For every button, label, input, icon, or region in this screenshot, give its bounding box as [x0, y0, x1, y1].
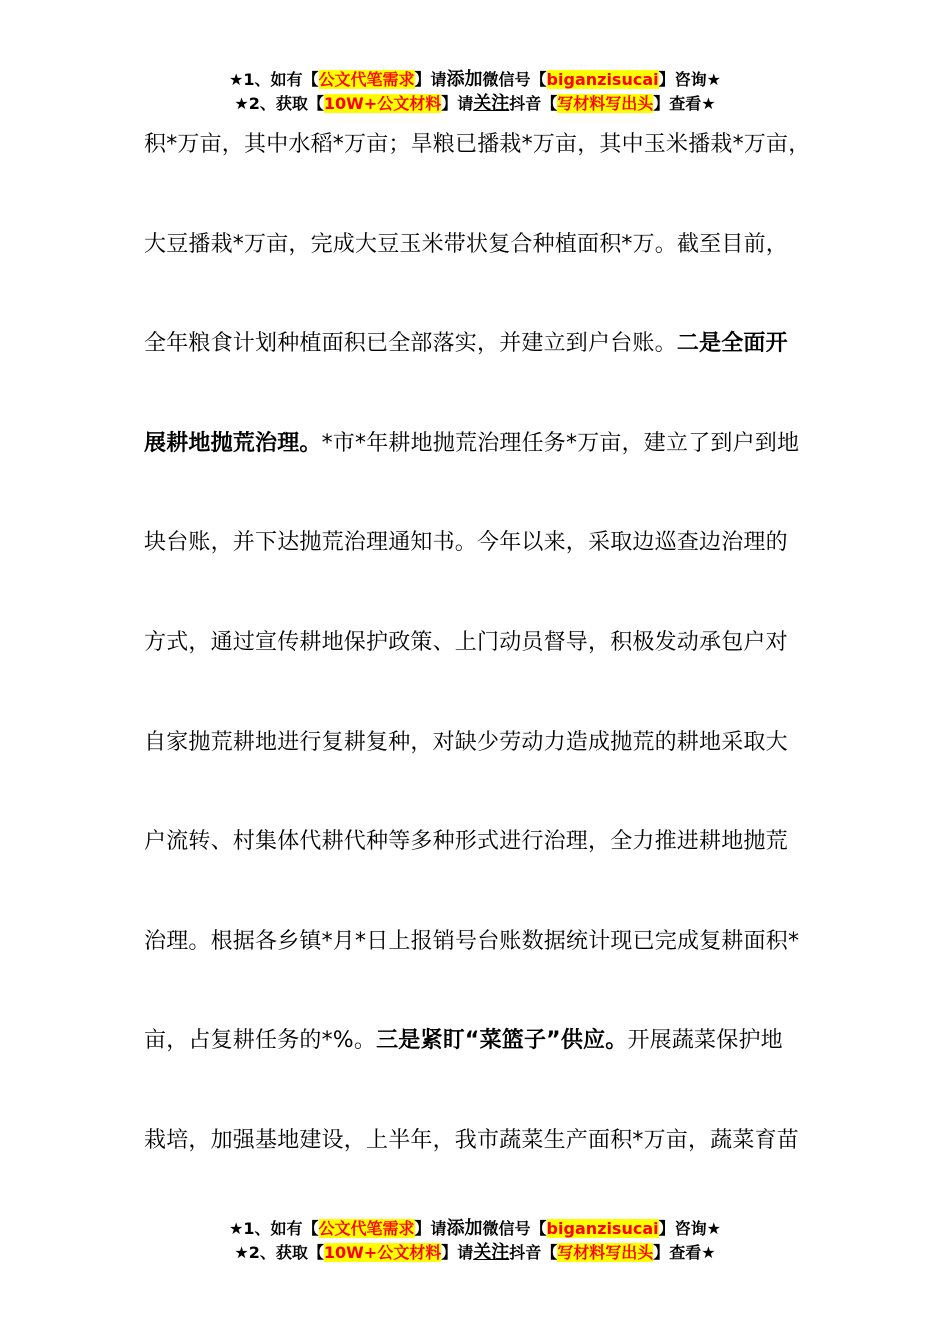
body-text: 全年粮食计划种植面积已全部落实，并建立到户台账。 — [144, 331, 677, 357]
banner-line-1 — [0, 1217, 950, 1241]
banner-text: 抖音【 — [509, 1243, 558, 1262]
header-banner — [0, 68, 950, 116]
banner-text: 抖音【 — [509, 94, 558, 113]
body-line: 块台账，并下达抛荒治理通知书。今年以来，采取边巡查边治理的 — [144, 530, 788, 556]
body-line — [144, 419, 824, 519]
banner-emphasis: 关注 — [473, 1242, 510, 1263]
banner-text: 】请 — [441, 1243, 474, 1262]
body-line: 大豆播栽*万亩，完成大豆玉米带状复合种植面积*万。截至目前， — [144, 231, 789, 257]
banner-text: ★2、获取【 — [234, 94, 324, 113]
body-line: 自家抛荒耕地进行复耕复种，对缺少劳动力造成抛荒的耕地采取大 — [144, 729, 788, 755]
highlight-materials: 10W+公文材料 — [323, 1243, 442, 1262]
banner-emphasis: 添加 — [446, 69, 483, 90]
body-line: 栽培，加强基地建设，上半年，我市蔬菜生产面积*万亩，蔬菜育苗 — [144, 1127, 800, 1153]
banner-line-1 — [0, 68, 950, 92]
highlight-wechat-id: biganzisucai — [546, 1219, 659, 1238]
banner-emphasis: 关注 — [473, 93, 510, 114]
banner-text: ★2、获取【 — [234, 1243, 324, 1262]
banner-text: ★1、如有【 — [229, 70, 319, 89]
body-text: 亩，占复耕任务的*%。 — [144, 1028, 377, 1054]
body-line — [144, 319, 824, 419]
banner-text: 微信号【 — [482, 70, 547, 89]
highlight-service: 公文代笔需求 — [318, 1219, 415, 1238]
highlight-douyin-account: 写材料写出头 — [557, 1243, 654, 1262]
body-line — [144, 1016, 824, 1116]
body-text: 开展蔬菜保护地 — [627, 1028, 783, 1054]
body-text: *市*年耕地抛荒治理任务*万亩，建立了到户到地 — [321, 430, 800, 456]
document-body — [144, 120, 824, 1216]
section-heading: 三是紧盯“菜篮子”供应。 — [376, 1028, 628, 1054]
body-line: 户流转、村集体代耕代种等多种形式进行治理，全力推进耕地抛荒 — [144, 829, 788, 855]
banner-text: 】查看★ — [653, 1243, 716, 1262]
banner-emphasis: 添加 — [446, 1218, 483, 1239]
banner-text: 微信号【 — [482, 1219, 547, 1238]
highlight-douyin-account: 写材料写出头 — [557, 94, 654, 113]
banner-text: 】查看★ — [653, 94, 716, 113]
highlight-wechat-id: biganzisucai — [546, 70, 659, 89]
banner-text: 】咨询★ — [658, 70, 721, 89]
body-line: 治理。根据各乡镇*月*日上报销号台账数据统计现已完成复耕面积* — [144, 928, 800, 954]
footer-banner — [0, 1217, 950, 1265]
banner-text: 】请 — [414, 1219, 447, 1238]
section-heading: 二是全面开 — [676, 331, 788, 357]
highlight-materials: 10W+公文材料 — [323, 94, 442, 113]
banner-line-2 — [0, 92, 950, 116]
body-line: 方式，通过宣传耕地保护政策、上门动员督导，积极发动承包户对 — [144, 629, 788, 655]
banner-text: 】咨询★ — [658, 1219, 721, 1238]
body-line: 积*万亩，其中水稻*万亩；旱粮已播栽*万亩，其中玉米播栽*万亩， — [144, 132, 811, 157]
banner-text: 】请 — [441, 94, 474, 113]
highlight-service: 公文代笔需求 — [318, 70, 415, 89]
banner-text: 】请 — [414, 70, 447, 89]
banner-text: ★1、如有【 — [229, 1219, 319, 1238]
banner-line-2 — [0, 1241, 950, 1265]
section-heading: 展耕地抛荒治理。 — [144, 430, 322, 456]
